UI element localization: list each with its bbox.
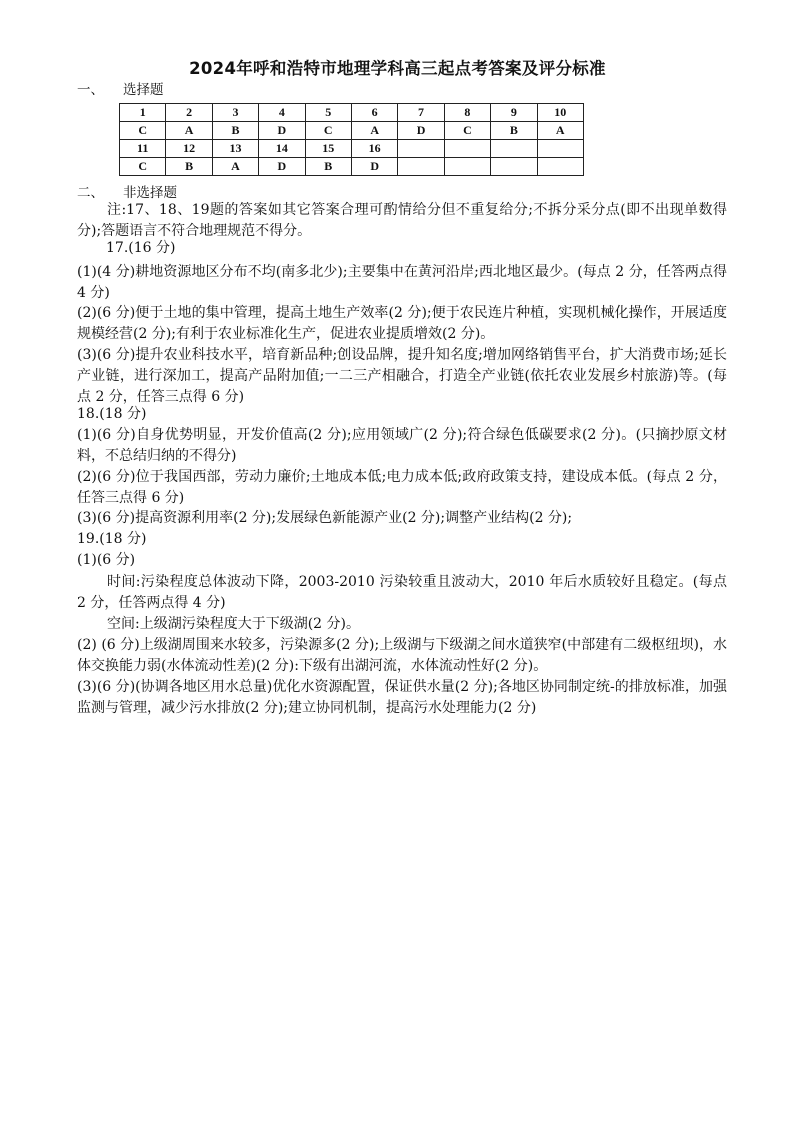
answer-cell: B [166, 158, 212, 176]
q19-answer-1-heading: (1)(6 分) [77, 552, 136, 568]
question-number-cell: 7 [398, 104, 444, 122]
page-title: 2024年呼和浩特市地理学科高三起点考答案及评分标准 [189, 59, 606, 78]
section-1-heading [77, 78, 164, 98]
q17-answer-1: (1)(4 分)耕地资源地区分布不均(南多北少);主要集中在黄河沿岸;西北地区最少。(每点 2 分，任答两点得 4 分) [77, 264, 727, 301]
answer-cell [537, 158, 583, 176]
question-number-cell: 13 [212, 140, 258, 158]
q19-heading: 19.(18 分) [77, 531, 147, 547]
question-number-cell: 12 [166, 140, 212, 158]
table-row [120, 122, 584, 140]
answer-cell: C [305, 122, 351, 140]
answer-cell: A [212, 158, 258, 176]
q17-answer-2: (2)(6 分)便于土地的集中管理，提高土地生产效率(2 分);便于农民连片种植，实现机械化操作，开展适度规模经营(2 分);有利于农业标准化生产，促进农业提质增效(2 分)。 [77, 305, 727, 342]
question-number-cell [398, 140, 444, 158]
q19-answer-1-space: 空间:上级湖污染程度大于下级湖(2 分)。 [107, 616, 360, 632]
q19-answer-2: (2) (6 分)上级湖周围来水较多，污染源多(2 分);上级湖与下级湖之间水道狭窄(中部建有二级枢纽坝)，水体交换能力弱(水体流动性差)(2 分):下级有出湖河流，水体流动性好(2 分)。 [77, 637, 727, 674]
q18-answer-2: (2)(6 分)位于我国西部，劳动力廉价;土地成本低;电力成本低;政府政策支持，建设成本低。(每点 2 分，任答三点得 6 分) [77, 469, 727, 506]
answer-cell: A [537, 122, 583, 140]
section-2-heading [77, 181, 177, 201]
q18-answer-1: (1)(6 分)自身优势明显，开发价值高(2 分);应用领域广(2 分);符合绿色低碳要求(2 分)。(只摘抄原文材料，不总结归纳的不得分) [77, 427, 727, 464]
q18-heading: 18.(18 分) [77, 406, 147, 422]
answer-cell [398, 158, 444, 176]
question-number-cell: 15 [305, 140, 351, 158]
q19-answer-1-time: 时间:污染程度总体波动下降，2003-2010 污染较重且波动大，2010 年后水质较好且稳定。(每点 2 分，任答两点得 4 分) [77, 574, 727, 611]
question-number-cell: 5 [305, 104, 351, 122]
q17-heading: 17.(16 分) [106, 240, 176, 256]
answer-cell: B [305, 158, 351, 176]
question-number-cell [491, 140, 537, 158]
table-row [120, 158, 584, 176]
question-number-cell [537, 140, 583, 158]
section-1-number: 一、 [77, 82, 104, 98]
section-2-number: 二、 [77, 185, 104, 201]
section-2-label: 非选择题 [123, 185, 177, 201]
question-number-cell: 8 [444, 104, 490, 122]
answer-cell: B [212, 122, 258, 140]
answer-cell: A [351, 122, 397, 140]
table-row [120, 140, 584, 158]
answer-cell: C [120, 122, 166, 140]
question-number-cell: 14 [259, 140, 305, 158]
question-number-cell: 10 [537, 104, 583, 122]
answers-table [119, 103, 584, 176]
answer-cell: D [398, 122, 444, 140]
question-number-cell: 6 [351, 104, 397, 122]
section-1-label: 选择题 [123, 82, 164, 98]
answer-cell: D [259, 122, 305, 140]
table-row [120, 104, 584, 122]
question-number-cell: 9 [491, 104, 537, 122]
question-number-cell [444, 140, 490, 158]
q19-answer-3: (3)(6 分)(协调各地区用水总量)优化水资源配置，保证供水量(2 分);各地区协同制定统-的排放标准，加强监测与管理，减少污水排放(2 分);建立协同机制，提高污水处理能力(2 分) [77, 679, 727, 716]
question-number-cell: 3 [212, 104, 258, 122]
answer-cell: B [491, 122, 537, 140]
question-number-cell: 1 [120, 104, 166, 122]
answer-cell: C [120, 158, 166, 176]
q18-answer-3: (3)(6 分)提高资源利用率(2 分);发展绿色新能源产业(2 分);调整产业结构(2 分); [77, 510, 573, 526]
answer-cell: D [259, 158, 305, 176]
question-number-cell: 4 [259, 104, 305, 122]
answer-cell [491, 158, 537, 176]
answer-cell: D [351, 158, 397, 176]
answer-cell: A [166, 122, 212, 140]
scoring-note: 注:17、18、19题的答案如其它答案合理可酌情给分但不重复给分;不拆分采分点(即不出现单数得分);答题语言不符合地理规范不得分。 [77, 202, 727, 239]
q17-answer-3: (3)(6 分)提升农业科技水平，培育新品种;创设品牌，提升知名度;增加网络销售平台，扩大消费市场;延长产业链，进行深加工，提高产品附加值;一二三产相融合，打造全产业链(依托农业发展乡村旅游)等。(每点 2 分，任答三点得 6 分) [77, 347, 727, 405]
question-number-cell: 2 [166, 104, 212, 122]
question-number-cell: 11 [120, 140, 166, 158]
answer-cell [444, 158, 490, 176]
question-number-cell: 16 [351, 140, 397, 158]
answer-cell: C [444, 122, 490, 140]
